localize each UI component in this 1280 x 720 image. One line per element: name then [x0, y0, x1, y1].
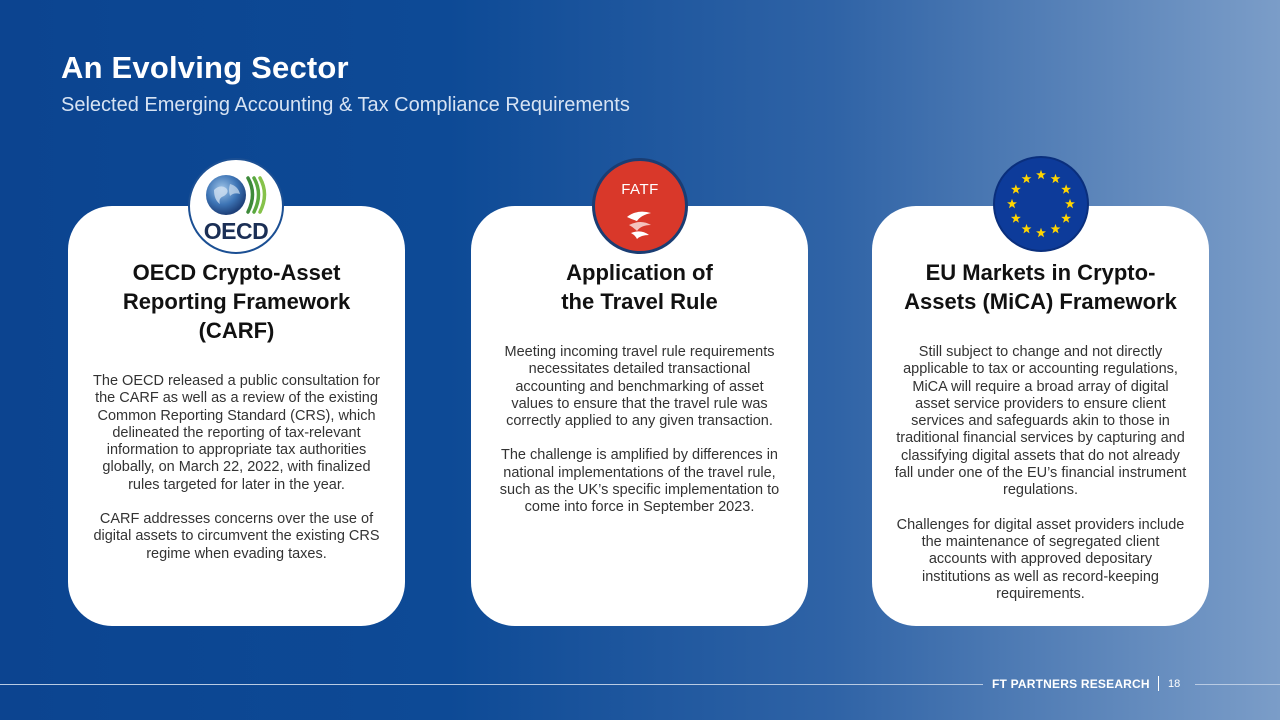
- eu-star-icon: [1036, 228, 1046, 237]
- oecd-logo-text: OECD: [203, 218, 269, 244]
- card-oecd-carf: [68, 206, 405, 626]
- page-number: 18: [1168, 678, 1181, 690]
- footer-divider-right: [1195, 684, 1280, 685]
- footer-separator: [1158, 676, 1159, 691]
- eu-flag-logo: [993, 156, 1089, 252]
- card-body: [894, 344, 1187, 620]
- card-body: [90, 373, 383, 580]
- eu-star-icon: [1061, 213, 1071, 222]
- card-body: [493, 344, 786, 534]
- slide-title: An Evolving Sector: [61, 50, 349, 85]
- eu-stars-icon: [993, 156, 1089, 252]
- card-paragraph: Meeting incoming travel rule requirements necessitates detailed transactional accounting and benchmarking of asset values to ensure that the travel rule was correctly applied to any given transaction.: [504, 344, 775, 430]
- eu-star-icon: [1061, 184, 1071, 193]
- eu-star-icon: [1011, 184, 1021, 193]
- fatf-logo: [592, 158, 688, 254]
- card-paragraph: Still subject to change and not directly applicable to tax or accounting regulations, MiCA will require a broad array of digital asset service providers to ensure client services and safeguards akin to those in traditional financial services by capturing and classifying digital assets that do not already fall under one of the EU’s financial instrument regulations.: [894, 344, 1187, 499]
- card-paragraph: Challenges for digital asset providers include the maintenance of segregated client accounts with approved depositary institutions as well as record-keeping requirements.: [896, 516, 1185, 602]
- eu-star-icon: [1011, 213, 1021, 222]
- fatf-emblem-icon: [595, 161, 685, 251]
- card-paragraph: The challenge is amplified by differences in national implementations of the travel rule, such as the UK’s specific implementation to come into force in September 2023.: [499, 447, 780, 516]
- card-paragraph: The OECD released a public consultation for the CARF as well as a review of the existing Common Reporting Standard (CRS), which delineated the reporting of tax-relevant information to appropriate tax authorities globally, on March 22, 2022, with finalized rules targeted for later in the year.: [93, 373, 380, 493]
- eu-star-icon: [1051, 174, 1061, 183]
- eu-star-icon: [1051, 224, 1061, 233]
- card-travel-rule: [471, 206, 808, 626]
- slide-subtitle: Selected Emerging Accounting & Tax Compliance Requirements: [61, 94, 630, 116]
- footer-divider-left: [0, 684, 983, 685]
- eu-star-icon: [1007, 199, 1017, 208]
- card-title: EU Markets in Crypto- Assets (MiCA) Framework: [904, 260, 1177, 314]
- card-title: OECD Crypto-Asset Reporting Framework (CARF): [122, 260, 351, 343]
- footer-brand: FT PARTNERS RESEARCH: [992, 677, 1150, 691]
- eu-star-icon: [1036, 170, 1046, 179]
- eu-star-icon: [1022, 174, 1032, 183]
- eu-star-icon: [1065, 199, 1075, 208]
- eu-star-icon: [1022, 224, 1032, 233]
- card-title: Application of the Travel Rule: [561, 260, 718, 314]
- fatf-logo-text: FATF: [621, 181, 659, 198]
- card-paragraph: CARF addresses concerns over the use of digital assets to circumvent the existing CRS regime when evading taxes.: [93, 511, 380, 562]
- card-mica: [872, 206, 1209, 626]
- oecd-logo: [188, 158, 284, 254]
